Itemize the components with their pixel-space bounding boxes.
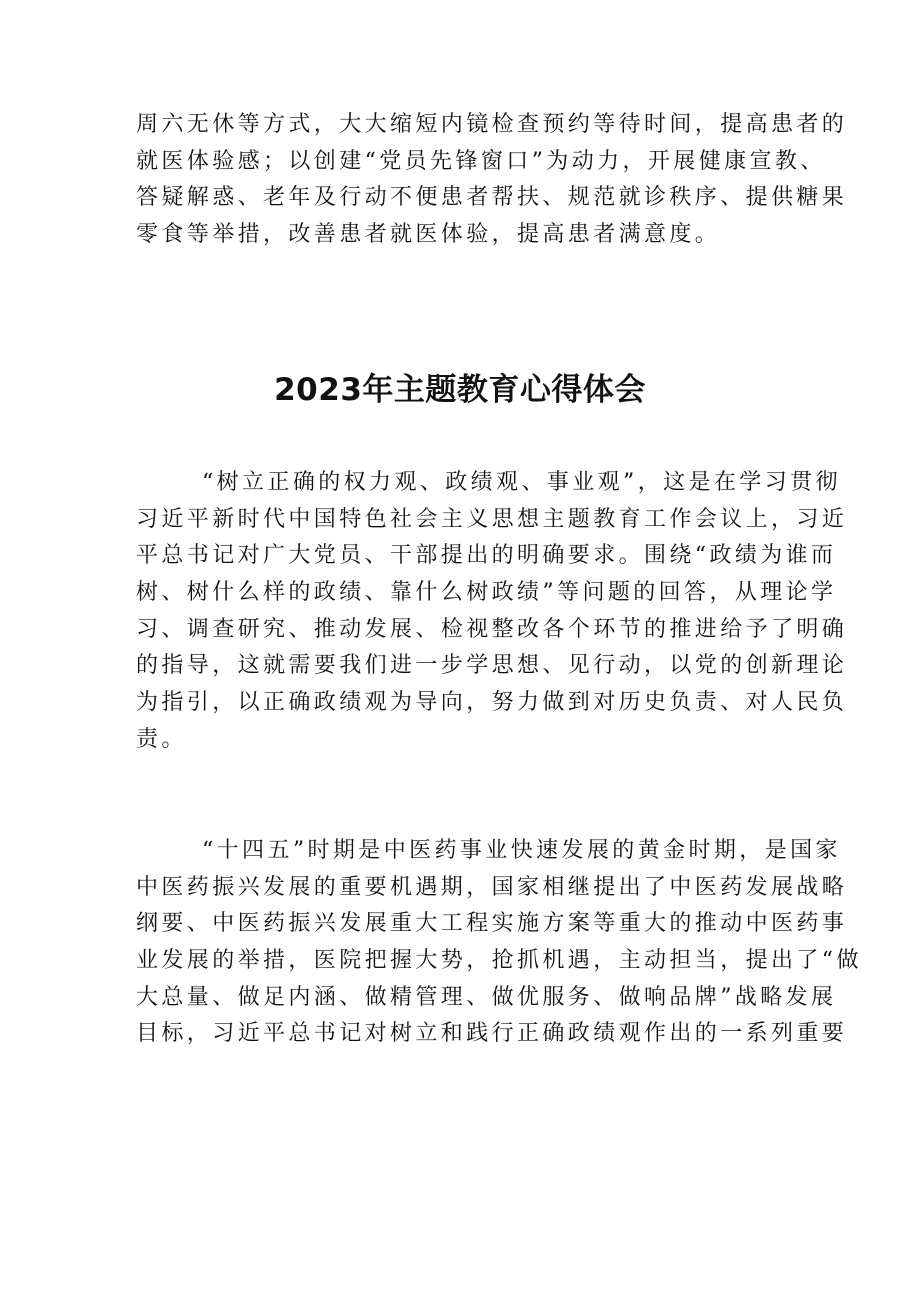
text-line: 平总书记对广大党员、干部提出的明确要求。围绕“政绩为谁而 [136,543,837,569]
text-line: 业发展的举措，医院把握大势，抢抓机遇，主动担当，提出了“做 [136,948,862,974]
text-line: 零食等举措，改善患者就医体验，提高患者满意度。 [136,222,721,248]
text-line: 目标，习近平总书记对树立和践行正确政绩观作出的一系列重要 [136,1021,848,1047]
text-line: “十四五”时期是中医药事业快速发展的黄金时期，是国家 [202,838,841,863]
text-line: 为指引，以正确政绩观为导向，努力做到对历史负责、对人民负 [136,690,848,716]
text-line: 中医药振兴发展的重要机遇期，国家相继提出了中医药发展战略 [136,874,848,900]
text-line: 树、树什么样的政绩、靠什么树政绩”等问题的回答，从理论学 [136,580,837,606]
text-line: “树立正确的权力观、政绩观、事业观”，这是在学习贯彻 [202,470,841,495]
text-line: 就医体验感；以创建“党员先锋窗口”为动力，开展健康宣教、 [136,148,826,174]
text-line: 纲要、中医药振兴发展重大工程实施方案等重大的推动中医药事 [136,911,848,937]
intro-paragraph [136,107,848,254]
text-line: 的指导，这就需要我们进一步学思想、见行动，以党的创新理论 [136,653,848,679]
text-line: 周六无休等方式，大大缩短内镜检查预约等待时间，提高患者的 [136,112,848,137]
text-line: 答疑解惑、老年及行动不便患者帮扶、规范就诊秩序、提供糖果 [136,185,848,211]
page-title: 2023年主题教育心得体会 [274,372,646,408]
text-line: 责。 [136,726,187,752]
text-line: 习近平新时代中国特色社会主义思想主题教育工作会议上，习近 [136,506,848,532]
paragraph-2 [136,833,862,1053]
paragraph-1 [136,465,848,759]
text-line: 习、调查研究、推动发展、检视整改各个环节的推进给予了明确 [136,616,848,642]
text-line: 大总量、做足内涵、做精管理、做优服务、做响品牌”战略发展 [136,984,837,1010]
